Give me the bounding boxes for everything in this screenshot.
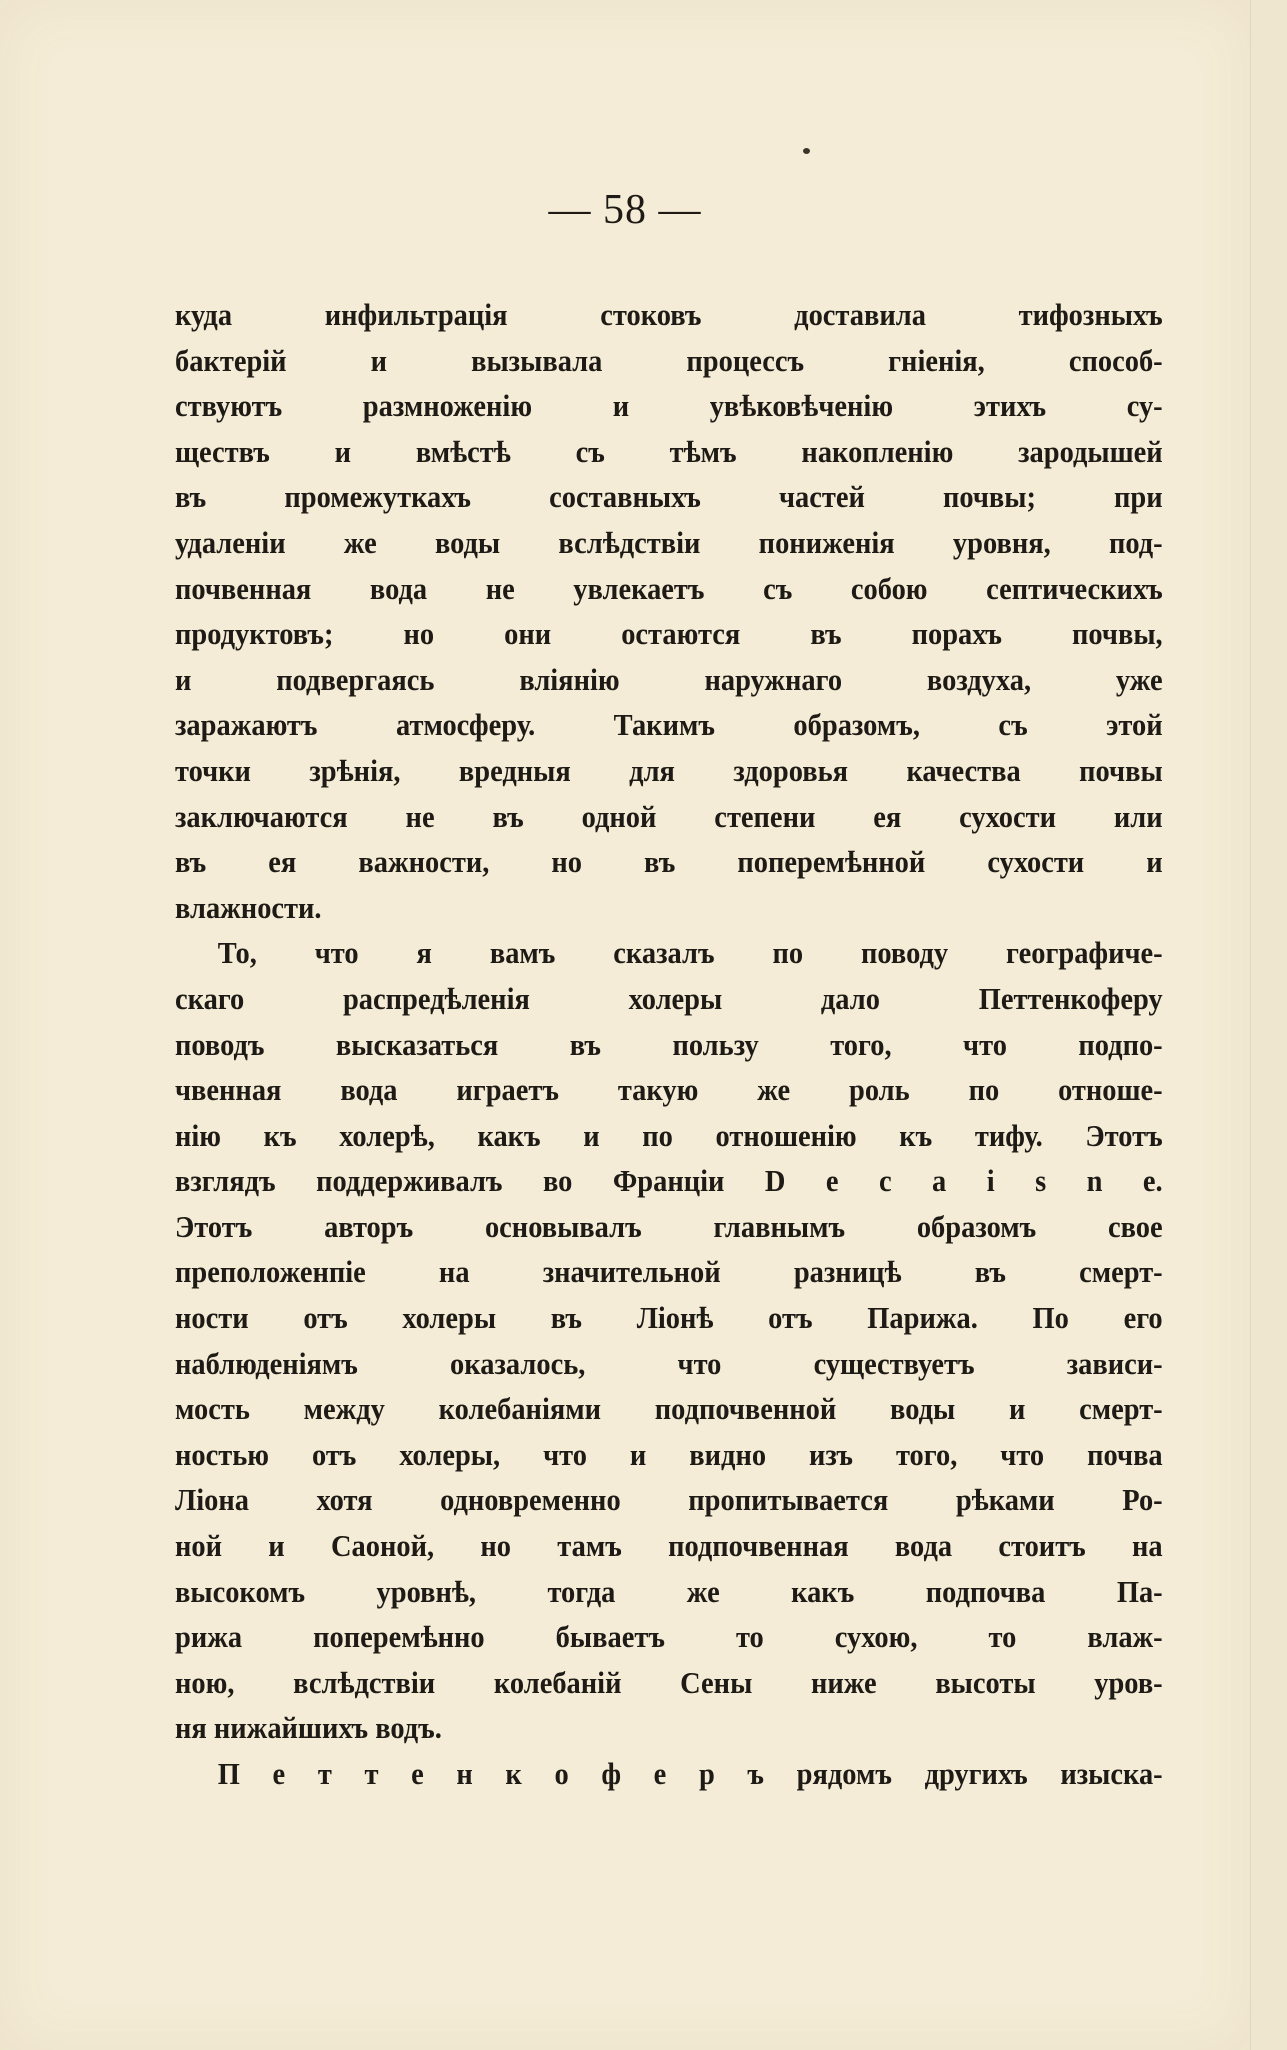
text-line: въ промежуткахъ составныхъ частей почвы; при (175, 480, 1163, 515)
text-line: заражаютъ атмосферу. Такимъ образомъ, съ этой (175, 708, 1163, 743)
text-line: взглядъ поддерживалъ во Франціи D e c a i s n e. (175, 1164, 1163, 1199)
page-number: — 58 — (548, 187, 702, 233)
text-line: ществъ и вмѣстѣ съ тѣмъ накопленію зародышей (175, 434, 1163, 469)
text-line: поводъ высказаться въ пользу того, что подпо- (175, 1027, 1163, 1062)
text-line: точки зрѣнія, вредныя для здоровья качества почвы (175, 753, 1163, 788)
text-line: рижа поперемѣнно бываетъ то сухою, то влаж- (175, 1620, 1163, 1655)
text-line: продуктовъ; но они остаются въ порахъ почвы, (175, 617, 1163, 652)
text-line: наблюденіямъ оказалось, что существуетъ зависи- (175, 1346, 1163, 1381)
text-line: Ліона хотя одновременно пропитывается рѣками Ро- (175, 1483, 1163, 1518)
text-line: нію къ холерѣ, какъ и по отношенію къ тифу. Этотъ (175, 1118, 1163, 1153)
text-line: ствуютъ размноженію и увѣковѣченію этихъ су- (175, 389, 1163, 424)
text-line: ности отъ холеры въ Ліонѣ отъ Парижа. По его (175, 1301, 1163, 1336)
text-line: мость между колебаніями подпочвенной воды и смерт- (175, 1392, 1163, 1427)
ink-speck (803, 148, 810, 154)
text-line: бактерій и вызывала процессъ гніенія, способ- (175, 343, 1163, 378)
text-line: заключаются не въ одной степени ея сухости или (175, 799, 1163, 834)
text-line: ною, вслѣдствіи колебаній Сены ниже высоты уров- (175, 1665, 1163, 1700)
text-line: Этотъ авторъ основывалъ главнымъ образомъ свое (175, 1209, 1163, 1244)
text-line: ня нижайшихъ водъ. (175, 1711, 442, 1746)
text-line: высокомъ уровнѣ, тогда же какъ подпочва Па- (175, 1574, 1163, 1609)
text-line: удаленіи же воды вслѣдствіи пониженія уровня, под- (175, 525, 1163, 560)
text-line: П е т т е н к о ф е р ъ рядомъ другихъ изыска- (217, 1757, 1163, 1791)
text-line: почвенная вода не увлекаетъ съ собою септическихъ (175, 571, 1163, 606)
text-line: въ ея важности, но въ поперемѣнной сухости и (175, 845, 1163, 880)
text-line: влажности. (175, 890, 322, 925)
text-line: куда инфильтрація стоковъ доставила тифозныхъ (175, 298, 1163, 332)
text-line: ностью отъ холеры, что и видно изъ того, что почва (175, 1437, 1163, 1472)
text-line: ной и Саоной, но тамъ подпочвенная вода стоитъ на (175, 1529, 1163, 1564)
text-line: преположенпіе на значительной разницѣ въ смерт- (175, 1255, 1163, 1290)
text-line: и подвергаясь вліянію наружнаго воздуха, уже (175, 662, 1163, 697)
text-line: чвенная вода играетъ такую же роль по отноше- (175, 1073, 1163, 1108)
text-line: То, что я вамъ сказалъ по поводу географиче- (217, 936, 1163, 971)
body-text (175, 293, 1163, 1798)
text-line: скаго распредѣленія холеры дало Петтенкоферу (175, 981, 1163, 1016)
